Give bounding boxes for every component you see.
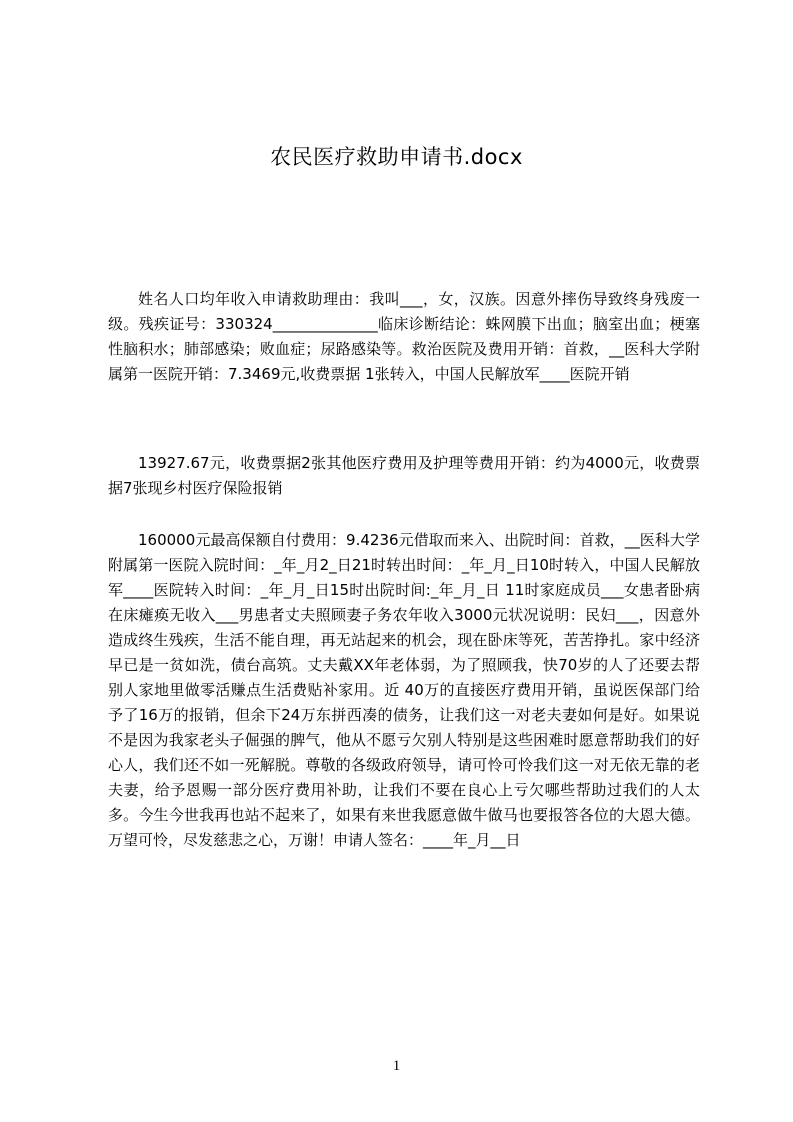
page-number: 1 <box>392 1058 401 1074</box>
paragraph-text: 姓名人口均年收入申请救助理由：我叫___，女，汉族。因意外摔伤导致终身残废一级。残疾证号：330324______________临床诊断结论：蛛网膜下出血；脑室出血；梗塞性脑积水；肺部感染；败血症；尿路感染等。救治医院及费用开销：首救，__医科大学附属第一医院开销：7.3469元,收费票据 1张转入，中国人民解放军____医院开销 <box>108 290 700 383</box>
paragraph-1 <box>108 287 700 387</box>
paragraph-2 <box>108 451 700 501</box>
paragraph-text: 13927.67元，收费票据2张其他医疗费用及护理等费用开销：约为4000元，收费票据7张现乡村医疗保险报销 <box>108 454 700 497</box>
paragraph-3 <box>108 528 700 853</box>
paragraph-text: 160000元最高保额自付费用：9.4236元借取而来入、出院时间：首救，__医科大学附属第一医院入院时间：_年_月2_日21时转出时间：_年_月_日10时转入，中国人民解放军____医院转入时间：_年_月_日15时出院时间:_年_月_日 11时家庭成员___女患者卧病在床瘫痪无收入___男患者丈夫照顾妻子务农年收入3000元状况说明：民妇___，因意外造成终生残疾，生活不能自理，再无站起来的机会，现在卧床等死，苦苦挣扎。家中经济早已是一贫如洗，债台高筑。丈夫戴XX年老体弱，为了照顾我，快70岁的人了还要去帮别人家地里做零活赚点生活费贴补家用。近 40万的直接医疗费用开销，虽说医保部门给予了16万的报销，但余下24万东拼西凑的债务，让我们这一对老夫妻如何是好。如果说不是因为我家老头子倔强的脾气，他从不愿亏欠别人特别是这些困难时愿意帮助我们的好心人，我们还不如一死解脱。尊敬的各级政府领导，请可怜可怜我们这一对无依无靠的老夫妻，给予恩赐一部分医疗费用补助，让我们不要在良心上亏欠哪些帮助过我们的人太多。今生今世我再也站不起来了，如果有来世我愿意做牛做马也要报答各位的大恩大德。万望可怜，尽发慈悲之心，万谢！申请人签名：____年_月__日 <box>108 531 700 849</box>
document-title: 农民医疗救助申请书.docx <box>270 145 523 169</box>
